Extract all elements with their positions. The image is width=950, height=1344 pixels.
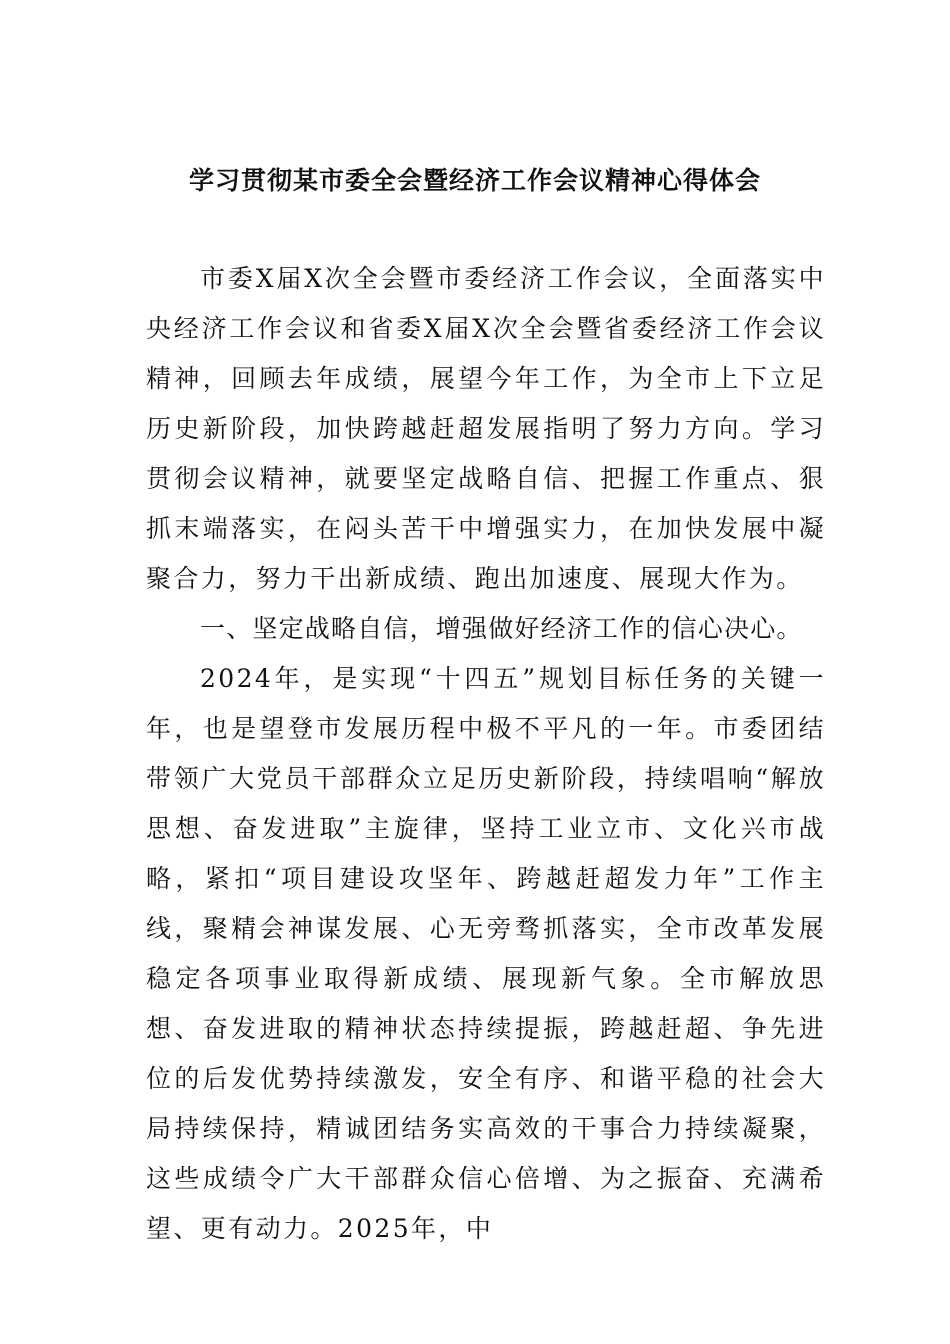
- section-heading-1: 一、坚定战略自信，增强做好经济工作的信心决心。: [200, 614, 803, 643]
- document-title: 学习贯彻某市委全会暨经济工作会议精神心得体会: [188, 166, 761, 195]
- paragraph-2024-review: 2024年，是实现“十四五”规划目标任务的关键一年，也是望登市发展历程中极不平凡的一年。市委团结带领广大党员干部群众立足历史新阶段，持续唱响“解放思想、奋发进取”主旋律，坚持工业立市、文化兴市战略，紧扣“项目建设攻坚年、跨越赶超发力年”工作主线，聚精会神谋发展、心无旁骛抓落实，全市改革发展稳定各项事业取得新成绩、展现新气象。全市解放思想、奋发进取的精神状态持续提振，跨越赶超、争先进位的后发优势持续激发，安全有序、和谐平稳的社会大局持续保持，精诚团结务实高效的干事合力持续凝聚，这些成绩令广大干部群众信心倍增、为之振奋、充满希望、更有动力。2025年，中: [146, 664, 826, 1243]
- document-body: [146, 254, 826, 1254]
- paragraph-intro: 市委X届X次全会暨市委经济工作会议，全面落实中央经济工作会议和省委X届X次全会暨省委经济工作会议精神，回顾去年成绩，展望今年工作，为全市上下立足历史新阶段，加快跨越赶超发展指明了努力方向。学习贯彻会议精神，就要坚定战略自信、把握工作重点、狠抓末端落实，在闷头苦干中增强实力，在加快发展中凝聚合力，努力干出新成绩、跑出加速度、展现大作为。: [146, 264, 826, 593]
